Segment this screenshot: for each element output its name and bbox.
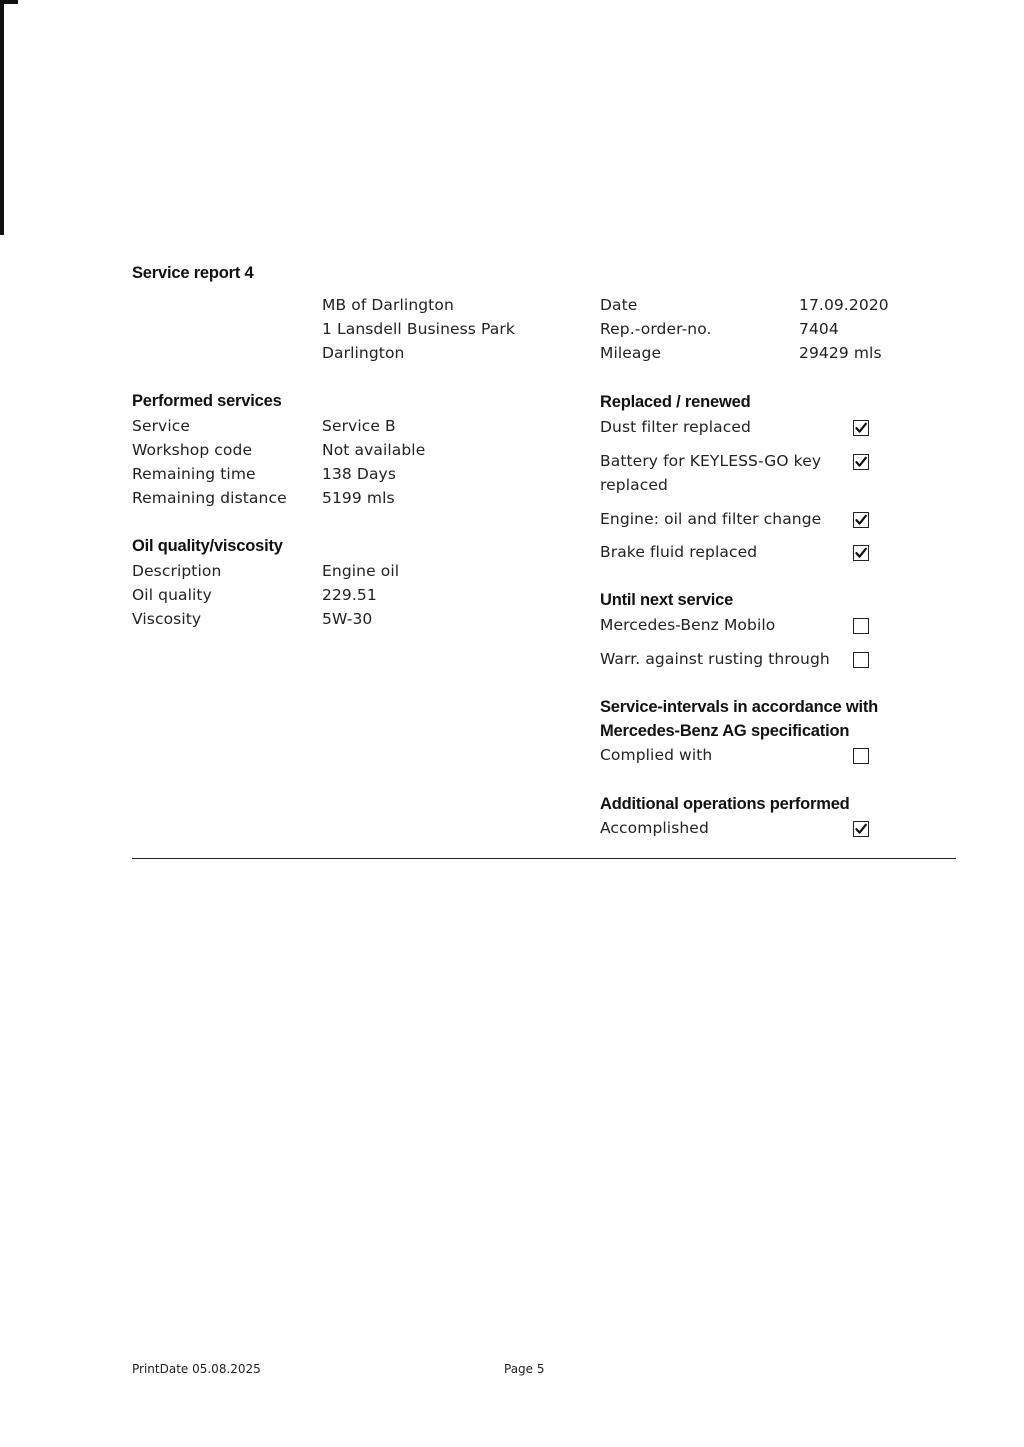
- section-divider: [132, 858, 956, 859]
- scan-edge-mark: [0, 0, 4, 235]
- dust-filter-label: Dust filter replaced: [600, 418, 751, 436]
- remaining-distance-label: Remaining distance: [132, 489, 287, 507]
- accomplished-checkbox[interactable]: [853, 821, 869, 837]
- report-title: Service report 4: [132, 264, 254, 282]
- battery-keyless-label-line2: replaced: [600, 476, 668, 494]
- intervals-heading-line1: Service-intervals in accordance with: [600, 698, 879, 716]
- date-value: 17.09.2020: [799, 296, 889, 314]
- battery-keyless-label-line1: Battery for KEYLESS-GO key: [600, 452, 822, 470]
- complied-with-label: Complied with: [600, 746, 713, 764]
- workshop-code-value: Not available: [322, 441, 426, 459]
- mileage-value: 29429 mls: [799, 344, 882, 362]
- oil-quality-label: Oil quality: [132, 586, 212, 604]
- order-label: Rep.-order-no.: [600, 320, 712, 338]
- oil-heading: Oil quality/viscosity: [132, 537, 283, 555]
- oil-filter-change-checkbox[interactable]: [853, 512, 869, 528]
- mobilo-label: Mercedes-Benz Mobilo: [600, 616, 776, 634]
- order-value: 7404: [799, 320, 839, 338]
- battery-keyless-checkbox[interactable]: [853, 454, 869, 470]
- complied-with-checkbox[interactable]: [853, 748, 869, 764]
- check-mark-icon: [855, 514, 867, 526]
- check-mark-icon: [855, 456, 867, 468]
- viscosity-label: Viscosity: [132, 610, 202, 628]
- service-label: Service: [132, 417, 190, 435]
- remaining-distance-value: 5199 mls: [322, 489, 395, 507]
- viscosity-value: 5W-30: [322, 610, 373, 628]
- mileage-label: Mileage: [600, 344, 662, 362]
- oil-filter-change-label: Engine: oil and filter change: [600, 510, 822, 528]
- print-date: PrintDate 05.08.2025: [132, 1362, 261, 1376]
- accomplished-label: Accomplished: [600, 819, 709, 837]
- dealer-city: Darlington: [322, 344, 405, 362]
- oil-quality-value: 229.51: [322, 586, 377, 604]
- performed-services-heading: Performed services: [132, 392, 282, 410]
- dust-filter-checkbox[interactable]: [853, 420, 869, 436]
- remaining-time-value: 138 Days: [322, 465, 396, 483]
- date-label: Date: [600, 296, 638, 314]
- mobilo-checkbox[interactable]: [853, 618, 869, 634]
- oil-description-value: Engine oil: [322, 562, 400, 580]
- additional-heading: Additional operations performed: [600, 795, 850, 813]
- replaced-heading: Replaced / renewed: [600, 393, 751, 411]
- check-mark-icon: [855, 823, 867, 835]
- page-number: Page 5: [504, 1362, 545, 1376]
- workshop-code-label: Workshop code: [132, 441, 253, 459]
- next-service-heading: Until next service: [600, 591, 734, 609]
- rust-warranty-checkbox[interactable]: [853, 652, 869, 668]
- check-mark-icon: [855, 422, 867, 434]
- dealer-name: MB of Darlington: [322, 296, 454, 314]
- dealer-address: 1 Lansdell Business Park: [322, 320, 515, 338]
- intervals-heading-line2: Mercedes-Benz AG specification: [600, 722, 850, 740]
- service-value: Service B: [322, 417, 396, 435]
- rust-warranty-label: Warr. against rusting through: [600, 650, 830, 668]
- brake-fluid-label: Brake fluid replaced: [600, 543, 758, 561]
- brake-fluid-checkbox[interactable]: [853, 545, 869, 561]
- oil-description-label: Description: [132, 562, 222, 580]
- remaining-time-label: Remaining time: [132, 465, 256, 483]
- check-mark-icon: [855, 547, 867, 559]
